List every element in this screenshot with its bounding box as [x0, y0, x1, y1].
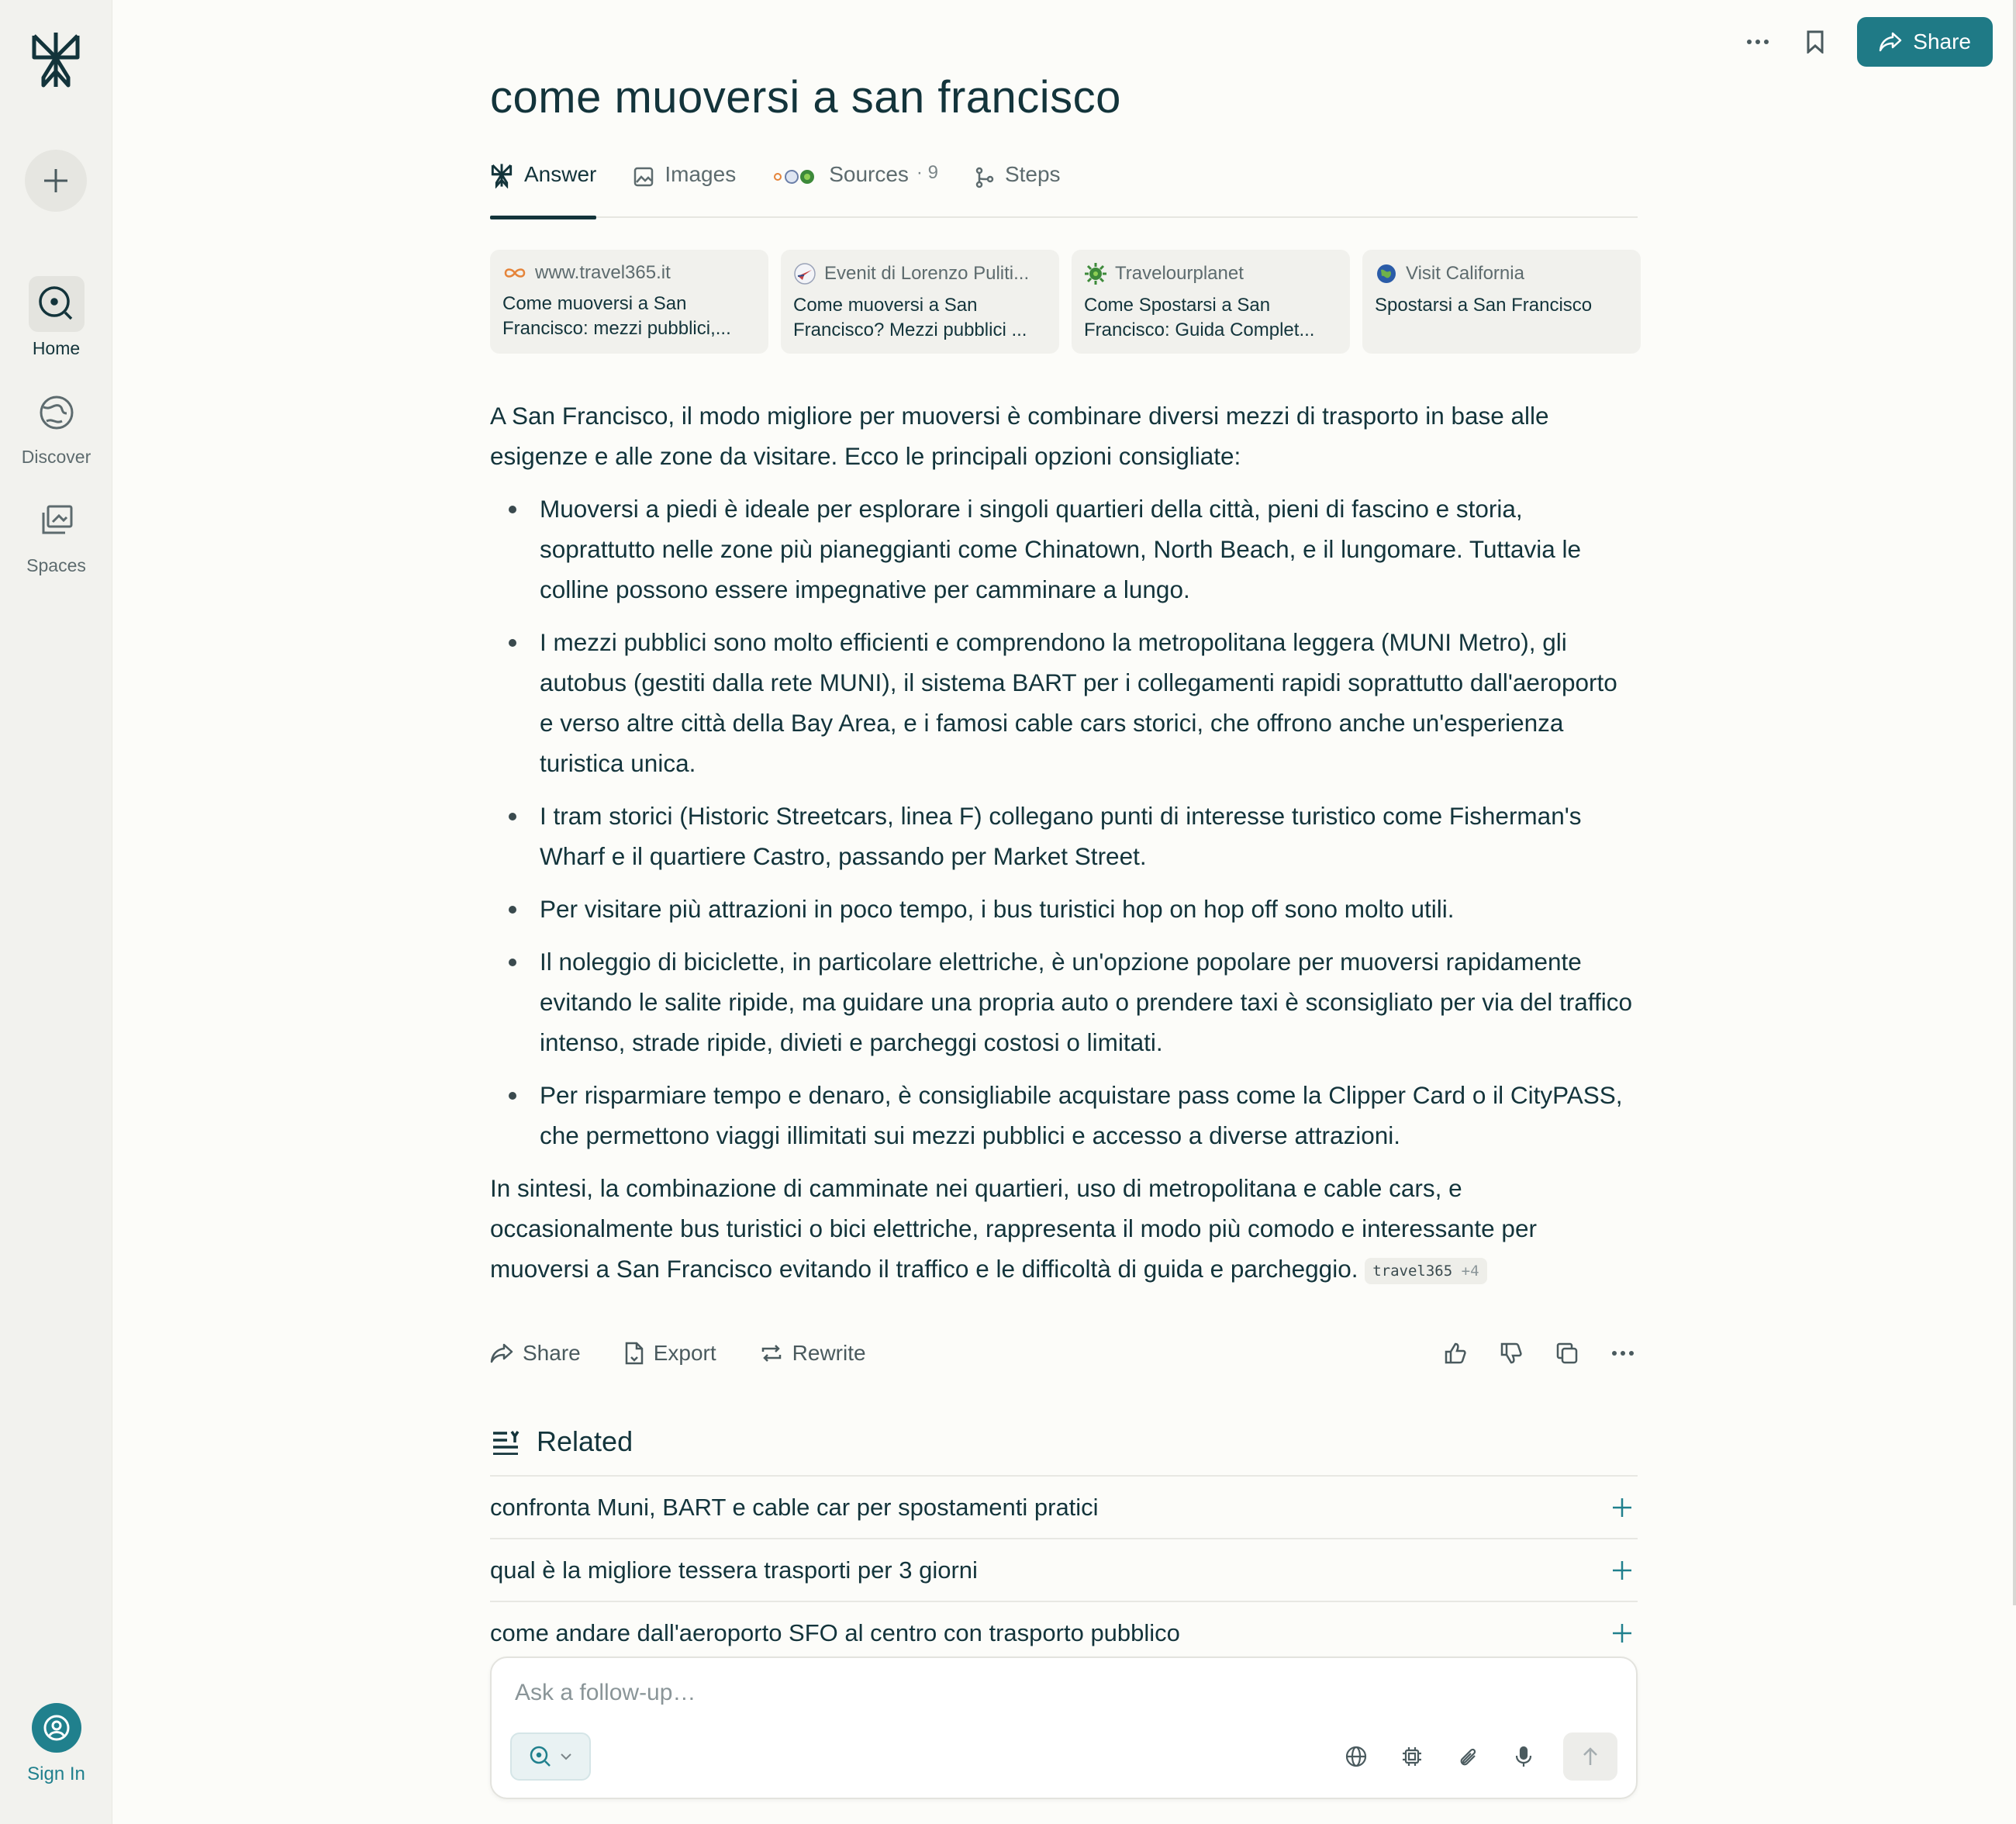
source-site: Visit California	[1406, 263, 1524, 284]
sign-in-button[interactable]	[0, 1703, 112, 1785]
image-icon	[633, 167, 654, 187]
list-item: Per visitare più attrazioni in poco tempo, i bus turistici hop on hop off sono molto utili.	[490, 889, 1638, 929]
more-options-icon[interactable]	[1608, 1339, 1638, 1368]
answer-intro: A San Francisco, il modo migliore per muoversi è combinare diversi mezzi di trasporto in base alle esigenze e alle zone da visitare. Ecco le principali opzioni consigliate:	[490, 402, 1549, 470]
model-chip-icon[interactable]	[1396, 1740, 1428, 1773]
list-item: Muoversi a piedi è ideale per esplorare i singoli quartieri della città, pieni di fascino e storia, soprattutto nelle zone più pianeggianti come Chinatown, North Beach, e il lungomare. Tuttavia le colline possono essere impegnative per camminare a lungo.	[490, 489, 1638, 610]
source-title: Spostarsi a San Francisco	[1375, 295, 1593, 316]
source-site: www.travel365.it	[535, 262, 671, 283]
sources-count: · 9	[916, 162, 938, 183]
perplexity-logo-icon[interactable]	[28, 29, 84, 90]
answer-conclusion	[490, 1168, 1638, 1289]
source-favicons-icon	[773, 167, 818, 187]
tab-label: Sources	[829, 162, 909, 186]
share-action-label: Share	[523, 1341, 581, 1365]
plus-icon	[1611, 1497, 1633, 1518]
related-heading	[490, 1425, 1638, 1458]
submit-button[interactable]	[1563, 1732, 1617, 1781]
citation-source: travel365	[1372, 1263, 1453, 1280]
arrow-up-icon	[1582, 1746, 1599, 1767]
page-title: come muoversi a san francisco	[490, 72, 1121, 123]
follow-up-input[interactable]: Ask a follow-up…	[515, 1680, 696, 1705]
list-item: I tram storici (Historic Streetcars, linea F) collegano punti di interesse turistico come Fisherman's Wharf e il quartiere Castro, passando per Market Street.	[490, 796, 1638, 876]
top-bar	[1742, 17, 1993, 67]
bookmark-icon[interactable]	[1800, 26, 1831, 57]
tab-label: Answer	[524, 162, 597, 186]
source-title: Come Spostarsi a San Francisco: Guida Complet...	[1084, 295, 1315, 340]
home-search-icon	[29, 276, 85, 332]
tab-sources[interactable]	[773, 159, 938, 218]
sidebar-item-label: Home	[32, 338, 81, 358]
scrollbar[interactable]	[2004, 0, 2016, 1605]
list-item: Per risparmiare tempo e denaro, è consigliabile acquistare pass come la Clipper Card o il CityPASS, che permettono viaggi illimitati sui mezzi pubblici e accesso a diverse attrazioni.	[490, 1075, 1638, 1156]
tab-bar	[490, 159, 1638, 218]
user-icon	[32, 1703, 81, 1753]
related-item[interactable]	[490, 1475, 1638, 1538]
list-item: Il noleggio di biciclette, in particolare elettriche, è un'opzione popolare per muoversi rapidamente evitando le salite ripide, ma guidare una propria auto o prendere taxi è sconsigliato per via del traffico intenso, strade ripide, divieti e parcheggi costosi o limitati.	[490, 941, 1638, 1062]
related-section	[490, 1425, 1638, 1663]
sidebar-item-discover[interactable]	[0, 385, 112, 468]
plus-icon	[1611, 1560, 1633, 1581]
globe-icon	[29, 385, 85, 440]
tab-images[interactable]	[633, 159, 736, 218]
source-cards	[490, 250, 1641, 354]
answer-list	[490, 489, 1638, 1156]
search-mode-selector[interactable]	[510, 1732, 591, 1781]
sidebar	[0, 0, 112, 1824]
tab-label: Steps	[1004, 162, 1061, 186]
tab-label: Images	[665, 162, 737, 186]
related-item-label: qual è la migliore tessera trasporti per 3 giorni	[490, 1556, 978, 1584]
more-options-icon[interactable]	[1742, 26, 1773, 57]
share-label: Share	[1913, 29, 1971, 54]
chevron-down-icon	[560, 1753, 572, 1760]
sidebar-item-label: Discover	[21, 447, 91, 467]
related-item-label: confronta Muni, BART e cable car per spostamenti pratici	[490, 1493, 1099, 1521]
new-thread-button[interactable]	[25, 150, 87, 212]
related-title: Related	[537, 1425, 633, 1457]
citation-more: +4	[1461, 1263, 1479, 1280]
related-list-icon	[490, 1428, 521, 1455]
rewrite-button[interactable]	[760, 1341, 866, 1366]
sidebar-item-spaces[interactable]	[0, 493, 112, 576]
conclusion-text: In sintesi, la combinazione di camminate nei quartieri, uso di metropolitana e cable cars, e occasionalmente bus turistici o bici elettriche, rappresenta il modo più comodo e interessante per muoversi a San Francisco evitando il traffico e le difficoltà di guida e parcheggio.	[490, 1174, 1537, 1283]
sun-favicon-icon	[1084, 262, 1107, 285]
thumbs-up-icon[interactable]	[1441, 1339, 1470, 1368]
share-arrow-icon	[1879, 32, 1902, 52]
source-card[interactable]	[1072, 250, 1350, 354]
globe-favicon-icon	[1375, 262, 1398, 285]
source-site: Travelourplanet	[1115, 263, 1244, 284]
list-item: I mezzi pubblici sono molto efficienti e comprendono la metropolitana leggera (MUNI Metro), gli autobus (gestiti dalla rete MUNI), il sistema BART per i collegamenti rapidi soprattutto dall'aeroporto e verso altre città della Bay Area, e i famosi cable cars storici, che offrono anche un'esperienza turistica unica.	[490, 622, 1638, 783]
citation-badge[interactable]	[1365, 1258, 1486, 1284]
answer-actions	[490, 1334, 1638, 1373]
related-item[interactable]	[490, 1538, 1638, 1601]
related-item-label: come andare dall'aeroporto SFO al centro con trasporto pubblico	[490, 1618, 1180, 1646]
sign-in-label: Sign In	[27, 1764, 85, 1784]
perplexity-small-icon	[490, 162, 513, 188]
export-label: Export	[653, 1341, 716, 1365]
infinity-favicon-icon	[502, 266, 527, 280]
source-title: Come muoversi a San Francisco: mezzi pubblici,...	[502, 293, 731, 339]
microphone-icon[interactable]	[1507, 1740, 1540, 1773]
source-title: Come muoversi a San Francisco? Mezzi pubblici ...	[793, 295, 1027, 340]
web-globe-icon[interactable]	[1340, 1740, 1372, 1773]
related-item[interactable]	[490, 1601, 1638, 1663]
share-button[interactable]	[1857, 17, 1993, 67]
source-card[interactable]	[490, 250, 768, 354]
share-action-button[interactable]	[490, 1341, 581, 1366]
input-tools	[1340, 1732, 1617, 1781]
sidebar-item-label: Spaces	[26, 555, 86, 575]
plane-favicon-icon	[793, 262, 816, 285]
answer-body	[490, 396, 1638, 1301]
rewrite-icon	[760, 1342, 783, 1364]
export-document-icon	[624, 1342, 644, 1365]
export-button[interactable]	[624, 1341, 716, 1366]
thumbs-down-icon[interactable]	[1496, 1339, 1526, 1368]
sidebar-item-home[interactable]	[0, 276, 112, 359]
attach-paperclip-icon[interactable]	[1452, 1740, 1484, 1773]
search-mode-icon	[529, 1745, 552, 1768]
steps-icon	[975, 167, 994, 188]
spaces-icon	[29, 493, 85, 549]
tab-steps[interactable]	[975, 159, 1061, 218]
copy-icon[interactable]	[1552, 1339, 1582, 1368]
source-card[interactable]	[1362, 250, 1641, 354]
tab-answer[interactable]	[490, 159, 596, 218]
plus-icon	[1611, 1622, 1633, 1644]
follow-up-box	[490, 1656, 1638, 1799]
feedback-icons	[1441, 1339, 1638, 1368]
share-arrow-icon	[490, 1343, 513, 1363]
source-card[interactable]	[781, 250, 1059, 354]
rewrite-label: Rewrite	[792, 1341, 866, 1365]
source-site: Evenit di Lorenzo Puliti...	[824, 263, 1030, 284]
